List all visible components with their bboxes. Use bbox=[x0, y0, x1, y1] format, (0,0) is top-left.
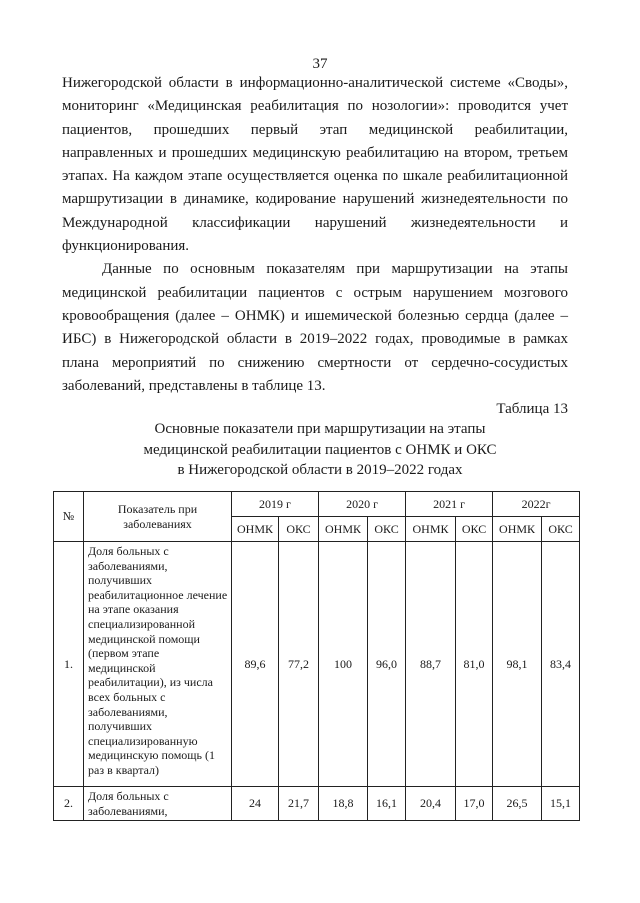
header-year-2020: 2020 г bbox=[319, 492, 406, 517]
header-onmk: ОНМК bbox=[319, 517, 368, 542]
table-label: Таблица 13 bbox=[496, 401, 568, 417]
header-indicator: Показатель при заболеваниях bbox=[84, 492, 232, 542]
cell-value: 18,8 bbox=[319, 787, 368, 821]
header-year-2021: 2021 г bbox=[406, 492, 493, 517]
paragraph-2: Данные по основным показателям при маршрутизации на этапы медицинской реабилитации пациентов с острым нарушением мозгового кровообращения (далее – ОНМК) и ишемической болезнью сердца (далее – ИБС) в Нижегородской области в 2019–2022 годах, проводимые в рамках плана мероприятий по снижению смертности от сердечно-сосудистых заболеваний, представлены в таблице 13. bbox=[62, 261, 568, 394]
caption-line-1: Основные показатели при маршрутизации на этапы bbox=[154, 421, 486, 437]
row-indicator: Доля больных с заболеваниями, bbox=[84, 787, 232, 821]
body-text bbox=[62, 72, 568, 398]
header-year-2022: 2022г bbox=[493, 492, 580, 517]
row-number: 1. bbox=[54, 542, 84, 787]
table-caption bbox=[0, 419, 640, 481]
page-number: 37 bbox=[312, 56, 328, 72]
header-onmk: ОНМК bbox=[493, 517, 542, 542]
cell-value: 26,5 bbox=[493, 787, 542, 821]
paragraph-1: Нижегородской области в информационно-аналитической системе «Своды», мониторинг «Медицинская реабилитация по нозологии»: проводится учет пациентов, прошедших первый этап медицинской реабилитации, направленных и прошедших медицинскую реабилитацию на втором, третьем этапах. На каждом этапе осуществляется оценка по шкале реабилитационной маршрутизации в динамике, кодирование нарушений жизнедеятельности по Международной классификации нарушений жизнедеятельности и функционирования. bbox=[62, 75, 568, 255]
table-row bbox=[54, 542, 580, 787]
row-number: 2. bbox=[54, 787, 84, 821]
table-row bbox=[54, 787, 580, 821]
header-number: № bbox=[54, 492, 84, 542]
cell-value: 16,1 bbox=[368, 787, 406, 821]
cell-value: 89,6 bbox=[232, 542, 279, 787]
cell-value: 88,7 bbox=[406, 542, 456, 787]
cell-value: 100 bbox=[319, 542, 368, 787]
header-oks: ОКС bbox=[368, 517, 406, 542]
data-table bbox=[53, 491, 580, 821]
header-oks: ОКС bbox=[279, 517, 319, 542]
cell-value: 21,7 bbox=[279, 787, 319, 821]
row-indicator: Доля больных с заболеваниями, получивших реабилитационное лечение на этапе оказания специализированной медицинской помощи (первом этапе медицинской реабилитации), из числа всех больных с заболеваниями, получивших специализированную медицинскую помощь (1 раз в квартал) bbox=[84, 542, 232, 787]
cell-value: 24 bbox=[232, 787, 279, 821]
header-year-2019: 2019 г bbox=[232, 492, 319, 517]
cell-value: 15,1 bbox=[542, 787, 580, 821]
cell-value: 98,1 bbox=[493, 542, 542, 787]
caption-line-2: медицинской реабилитации пациентов с ОНМК и ОКС bbox=[143, 441, 497, 458]
header-oks: ОКС bbox=[456, 517, 493, 542]
cell-value: 17,0 bbox=[456, 787, 493, 821]
cell-value: 77,2 bbox=[279, 542, 319, 787]
header-oks: ОКС bbox=[542, 517, 580, 542]
cell-value: 20,4 bbox=[406, 787, 456, 821]
table-header-row-years bbox=[54, 492, 580, 517]
header-onmk: ОНМК bbox=[406, 517, 456, 542]
cell-value: 96,0 bbox=[368, 542, 406, 787]
cell-value: 81,0 bbox=[456, 542, 493, 787]
header-onmk: ОНМК bbox=[232, 517, 279, 542]
caption-line-3: в Нижегородской области в 2019–2022 годах bbox=[177, 462, 463, 478]
cell-value: 83,4 bbox=[542, 542, 580, 787]
